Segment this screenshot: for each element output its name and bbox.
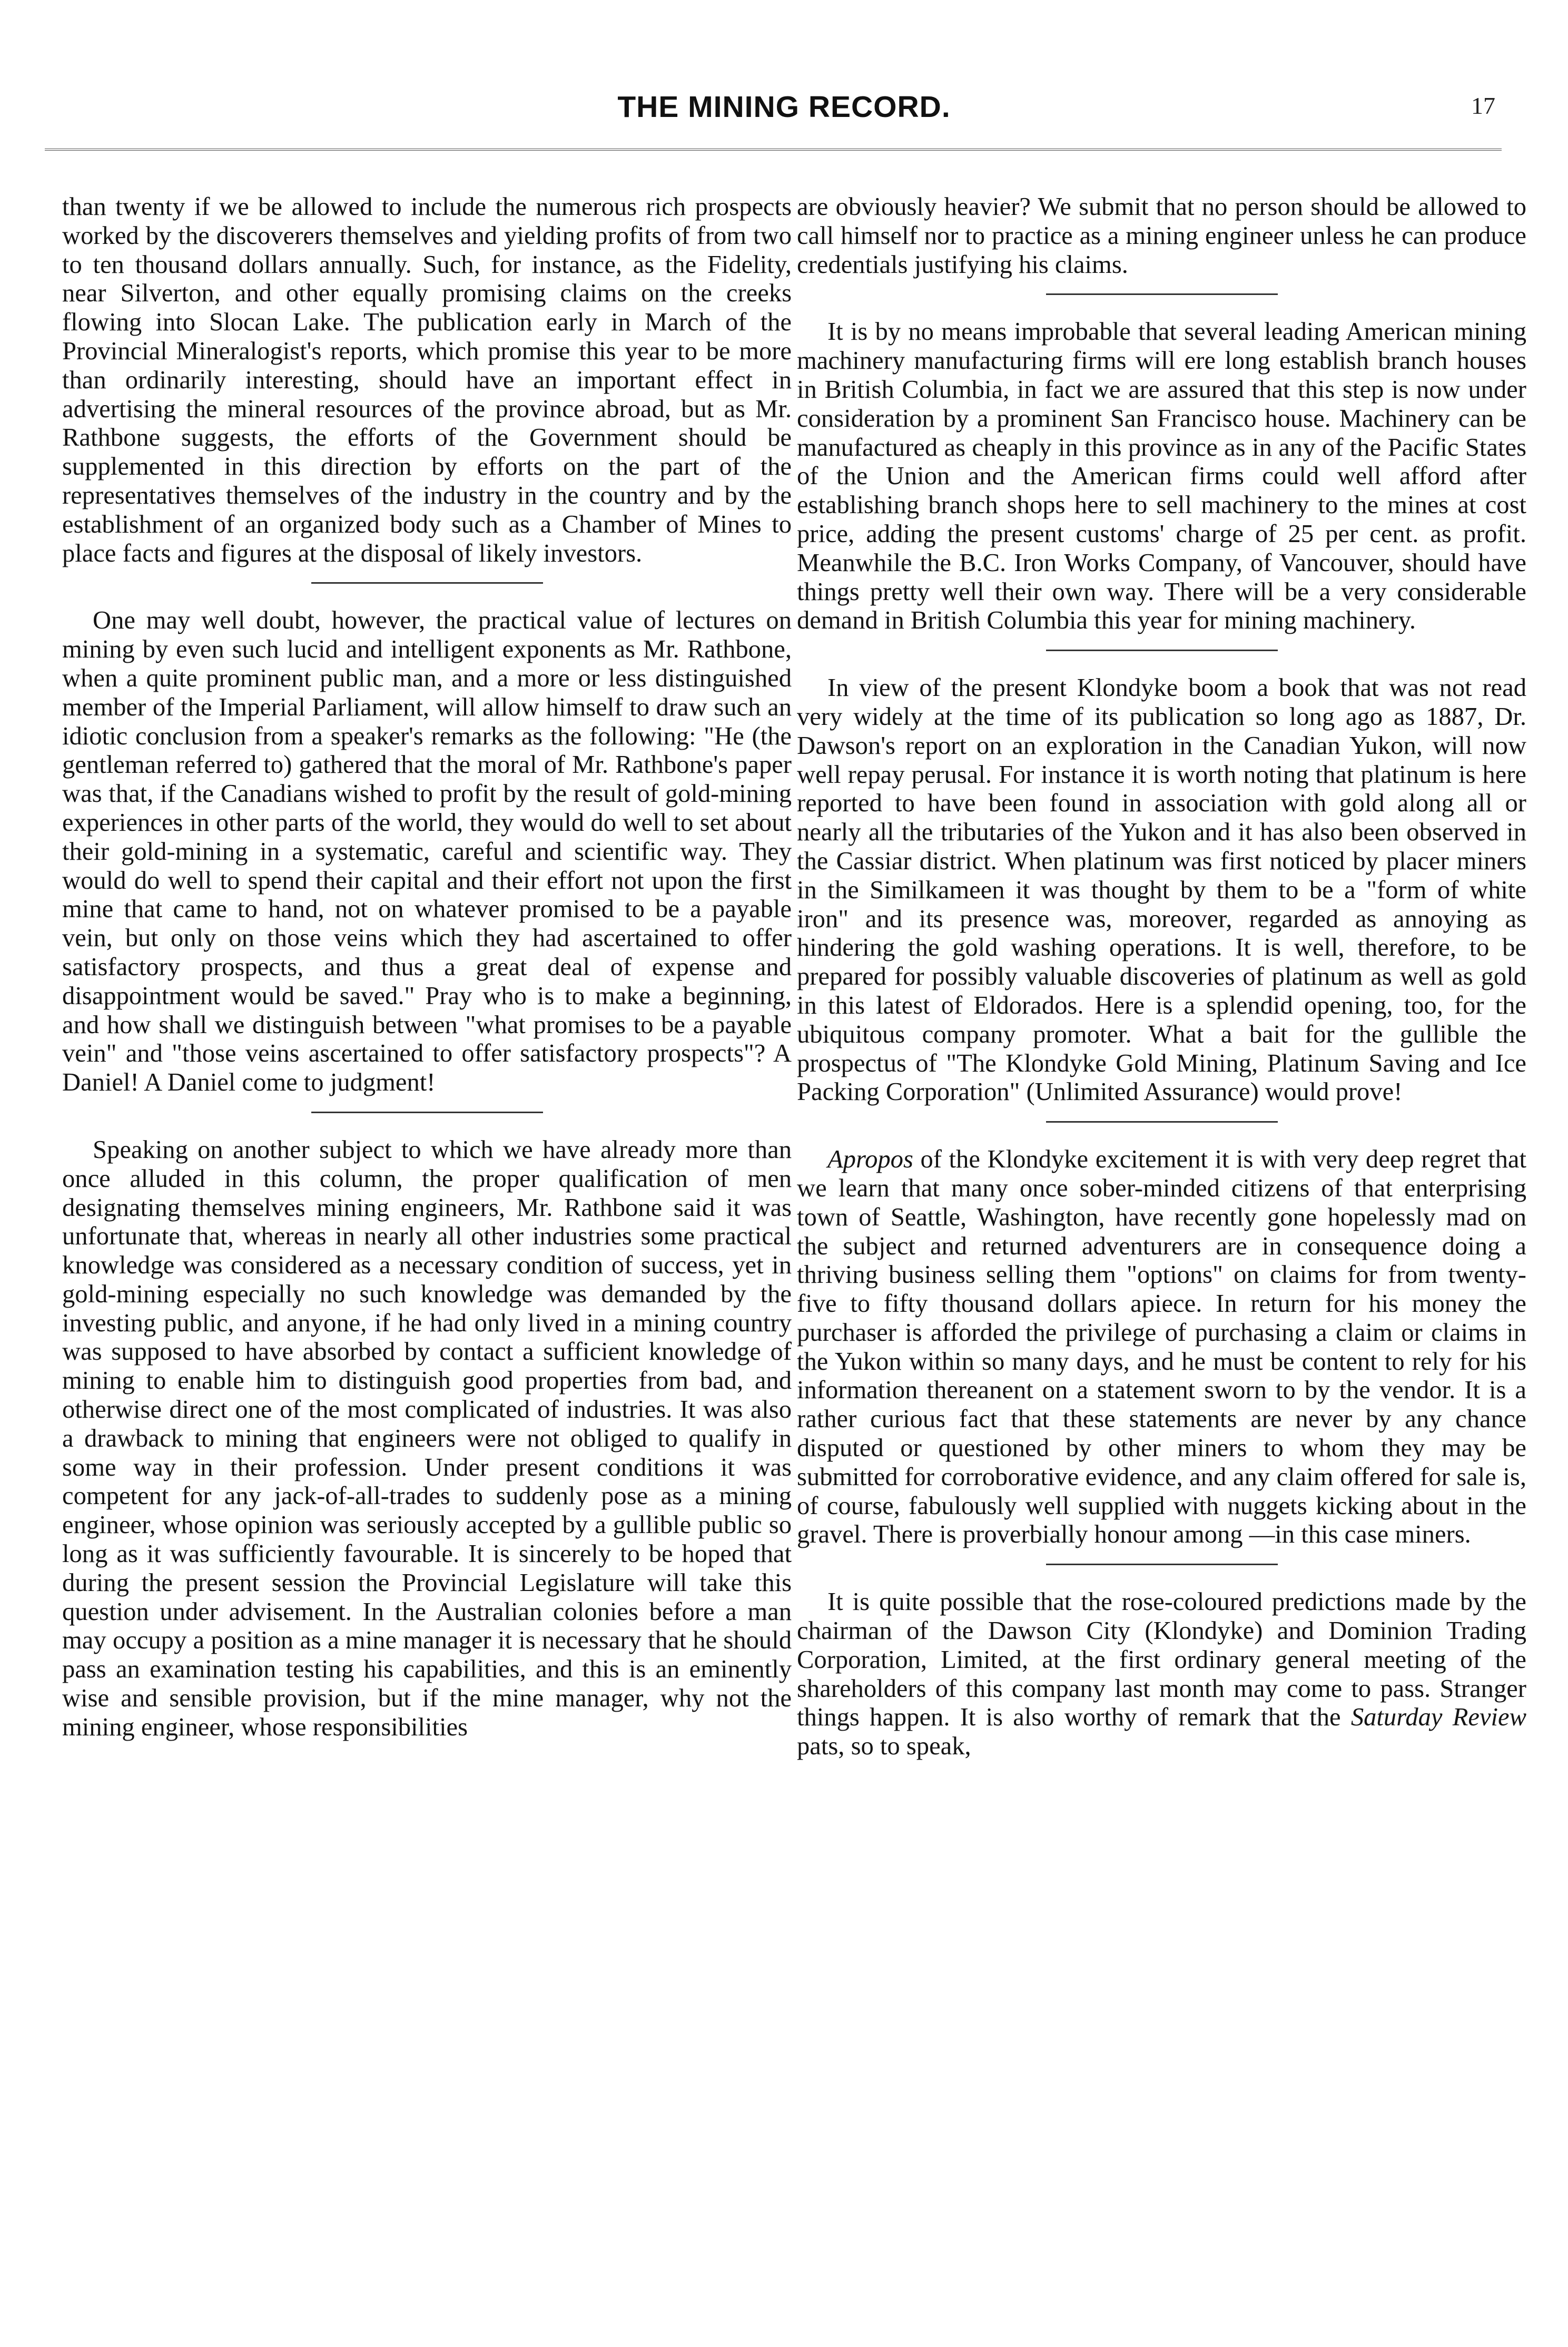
left-column [62,192,792,1742]
section-divider [311,582,543,584]
page-header [0,90,1568,137]
paragraph-right-4-text: of the Klondyke excitement it is with very deep regret that we learn that many once sober-minded citizens of that enterprising town of Seattle, Washington, have recently gone hopelessly mad on the subject and returned adventurers are in consequence doing a thriving business selling them "options" on claims for from twenty-five to fifty thousand dollars apiece. In return for his money the purchaser is afforded the privilege of purchasing a claim or claims in the Yukon within so many days, and he must be content to rely for his information thereanent on a statement sworn to by the vendor. It is a rather curious fact that these statements are never by any chance disputed or questioned by other miners to whom they may be submitted for corroborative evidence, and any claim offered for sale is, of course, fabulously well supplied with nuggets kicking about in the gravel. There is proverbially honour among —in this case miners. [797,1145,1526,1549]
paragraph-right-5-text-after: pats, so to speak, [797,1732,971,1761]
italic-saturday-review: Saturday Review [1350,1703,1527,1732]
paragraph-right-4 [797,1145,1526,1549]
header-rule [45,149,1502,151]
section-divider [311,1112,543,1113]
paragraph-left-1: than twenty if we be allowed to include the numerous rich prospects worked by the discoverers themselves and yielding profits of from two to ten thousand dollars annually. Such, for instance, as the Fidelity, near Silverton, and other equally promising claims on the creeks flowing into Slocan Lake. The publication early in March of the Provincial Mineralogist's reports, which promise this year to be more than ordinarily interesting, should have an important effect in advertising the mineral resources of the province abroad, but as Mr. Rathbone suggests, the efforts of the Government should be supplemented in this direction by efforts on the part of the representatives themselves of the industry in the country and by the establishment of an organized body such as a Chamber of Mines to place facts and figures at the disposal of likely investors. [62,192,792,567]
page-number: 17 [1471,92,1495,119]
section-divider [1046,1564,1278,1565]
paragraph-right-5 [797,1587,1526,1761]
section-divider [1046,650,1278,651]
paragraph-left-2: One may well doubt, however, the practical value of lectures on mining by even such lucid and intelligent exponents as Mr. Rathbone, when a quite prominent public man, and a more or less distinguished member of the Imperial Parliament, will allow himself to draw such an idiotic conclusion from a speaker's remarks as the following: "He (the gentleman referred to) gathered that the moral of Mr. Rathbone's paper was that, if the Canadians wished to profit by the result of gold-mining experiences in other parts of the world, they would do well to set about their gold-mining in a systematic, careful and scientific way. They would do well to spend their capital and their effort not upon the first mine that came to hand, not on whatever promised to be a payable vein, but only on those veins which they had ascertained to offer satisfactory prospects, and thus a great deal of expense and disappointment would be saved." Pray who is to make a beginning, and how shall we distinguish between "what promises to be a payable vein" and "those veins ascertained to offer satisfactory prospects"? A Daniel! A Daniel come to judgment! [62,606,792,1097]
paragraph-right-2: It is by no means improbable that several leading American mining machinery manufacturing firms will ere long establish branch houses in British Columbia, in fact we are assured that this step is now under consideration by a prominent San Francisco house. Machinery can be manufactured as cheaply in this province as in any of the Pacific States of the Union and the American firms could well afford after establishing branch shops here to sell machinery to the mines at cost price, adding the present customs' charge of 25 per cent. as profit. Meanwhile the B.C. Iron Works Company, of Vancouver, should have things pretty well their own way. There will be a very considerable demand in British Columbia this year for mining machinery. [797,317,1526,635]
paragraph-right-5-text-before: It is quite possible that the rose-coloured predictions made by the chairman of the Dawson City (Klondyke) and Dominion Trading Corporation, Limited, at the first ordinary general meeting of the shareholders of this company last month may come to pass. Stranger things happen. It is also worthy of remark that the [797,1587,1526,1732]
running-title: THE MINING RECORD. [617,90,951,124]
paragraph-left-3: Speaking on another subject to which we have already more than once alluded in this column, the proper qualification of men designating themselves mining engineers, Mr. Rathbone said it was unfortunate that, whereas in nearly all other industries some practical knowledge was considered as a necessary condition of success, yet in gold-mining especially no such knowledge was demanded by the investing public, and anyone, if he had only lived in a mining country was supposed to have absorbed by contact a sufficient knowledge of mining to enable him to distinguish good properties from bad, and otherwise direct one of the most complicated of industries. It was also a drawback to mining that engineers were not obliged to qualify in some way in their profession. Under present conditions it was competent for any jack-of-all-trades to suddenly pose as a mining engineer, whose opinion was seriously accepted by a gullible public so long as it was sufficiently favourable. It is sincerely to be hoped that during the present session the Provincial Legislature will take this question under advisement. In the Australian colonies before a man may occupy a position as a mine manager it is necessary that he should pass an examination testing his capabilities, and this is an eminently wise and sensible provision, but if the mine manager, why not the mining engineer, whose responsibilities [62,1135,792,1741]
paragraph-right-1: are obviously heavier? We submit that no person should be allowed to call himself nor to practice as a mining engineer unless he can produce credentials justifying his claims. [797,192,1526,279]
italic-lead-apropos: Apropos [827,1145,913,1174]
right-column [797,192,1526,1761]
section-divider [1046,293,1278,295]
paragraph-right-3: In view of the present Klondyke boom a book that was not read very widely at the time of its publication so long ago as 1887, Dr. Dawson's report on an exploration in the Canadian Yukon, will now well repay perusal. For instance it is worth noting that platinum is here reported to have been found in association with gold along all or nearly all the tributaries of the Yukon and it has also been observed in the Cassiar district. When platinum was first noticed by placer miners in the Similkameen it was thought by them to be a "form of white iron" and its presence was, moreover, regarded as annoying as hindering the gold washing operations. It is well, therefore, to be prepared for possibly valuable discoveries of platinum as well as gold in this latest of Eldorados. Here is a splendid opening, too, for the ubiquitous company promoter. What a bait for the gullible the prospectus of "The Klondyke Gold Mining, Platinum Saving and Ice Packing Corporation" (Unlimited Assurance) would prove! [797,673,1526,1106]
section-divider [1046,1121,1278,1123]
